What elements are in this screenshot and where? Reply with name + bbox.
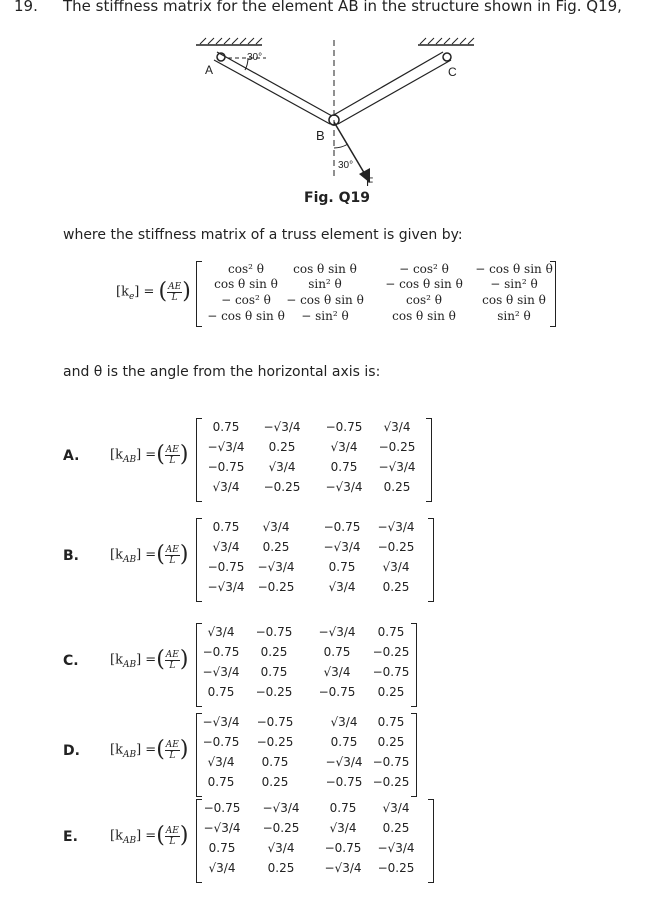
option-matrix-cell: −√3/4 bbox=[202, 715, 240, 729]
figure-label-b: B bbox=[316, 128, 325, 143]
option-matrix-cell: 0.75 bbox=[261, 755, 289, 769]
option-matrix-cell: −0.75 bbox=[202, 735, 240, 749]
lhs-subscript: AB bbox=[122, 455, 137, 466]
general-matrix-cell: cos θ sin θ bbox=[293, 262, 357, 276]
option-matrix-cell: −0.25 bbox=[257, 580, 295, 594]
lhs-close: ] = bbox=[136, 742, 157, 758]
figure-caption: Fig. Q19 bbox=[304, 190, 370, 206]
general-matrix-cell: cos² θ bbox=[228, 262, 264, 276]
option-matrix-cell: √3/4 bbox=[262, 520, 290, 534]
option-matrix-cell: −0.75 bbox=[255, 625, 293, 639]
option-lhs bbox=[110, 444, 188, 466]
paren-open: ( bbox=[156, 737, 165, 762]
option-matrix-cell: −√3/4 bbox=[318, 625, 356, 639]
option-matrix-cell: −0.75 bbox=[325, 775, 363, 789]
option-matrix-cell: √3/4 bbox=[208, 861, 236, 875]
paren-close: ) bbox=[182, 279, 191, 304]
option-letter: B. bbox=[63, 548, 79, 564]
paren-open: ( bbox=[156, 647, 165, 672]
option-matrix-cell: √3/4 bbox=[267, 841, 295, 855]
option-bracket-left bbox=[196, 713, 202, 797]
option-bracket-right bbox=[411, 713, 417, 797]
general-matrix-cell: sin² θ bbox=[497, 309, 531, 323]
option-matrix-cell: −√3/4 bbox=[263, 420, 301, 434]
fraction-numerator: AE bbox=[165, 444, 179, 455]
fraction-denominator: L bbox=[169, 455, 176, 466]
option-bracket-right bbox=[428, 799, 434, 883]
option-matrix-cell: −0.25 bbox=[256, 735, 294, 749]
option-matrix-cell: −0.75 bbox=[256, 715, 294, 729]
option-letter: E. bbox=[63, 829, 78, 845]
option-lhs bbox=[110, 544, 188, 566]
option-matrix-cell: −√3/4 bbox=[202, 665, 240, 679]
general-matrix-cell: cos θ sin θ bbox=[482, 293, 546, 307]
general-matrix-cell: − sin² θ bbox=[301, 309, 349, 323]
option-matrix-cell: √3/4 bbox=[330, 715, 358, 729]
option-matrix-cell: −0.25 bbox=[377, 540, 415, 554]
option-matrix-cell: −0.75 bbox=[207, 560, 245, 574]
option-matrix-cell: 0.75 bbox=[207, 685, 235, 699]
option-matrix-cell: −0.25 bbox=[378, 440, 416, 454]
option-bracket-left bbox=[196, 799, 202, 883]
general-matrix-cell: cos θ sin θ bbox=[214, 277, 278, 291]
option-matrix-cell: 0.25 bbox=[377, 685, 405, 699]
option-matrix-cell: 0.75 bbox=[328, 560, 356, 574]
figure-label-c: C bbox=[448, 65, 457, 79]
option-matrix-cell: −√3/4 bbox=[262, 801, 300, 815]
option-matrix-cell: √3/4 bbox=[207, 625, 235, 639]
general-matrix-cell: − cos² θ bbox=[221, 293, 271, 307]
option-matrix-cell: √3/4 bbox=[382, 560, 410, 574]
paren-close: ) bbox=[179, 542, 189, 567]
option-bracket-right bbox=[428, 518, 434, 602]
question-number: 19. bbox=[14, 0, 38, 15]
option-matrix-cell: √3/4 bbox=[382, 801, 410, 815]
option-matrix-cell: −√3/4 bbox=[207, 440, 245, 454]
option-matrix-cell: 0.75 bbox=[330, 460, 358, 474]
option-matrix-cell: −0.25 bbox=[377, 861, 415, 875]
option-matrix-cell: −0.75 bbox=[203, 801, 241, 815]
option-letter: C. bbox=[63, 653, 79, 669]
option-matrix-cell: 0.25 bbox=[382, 580, 410, 594]
paren-open: ( bbox=[156, 442, 165, 467]
paren-close: ) bbox=[179, 737, 189, 762]
option-matrix-cell: −0.25 bbox=[255, 685, 293, 699]
option-matrix-cell: 0.75 bbox=[377, 715, 405, 729]
paren-open: ( bbox=[158, 279, 168, 304]
general-matrix-cell: − sin² θ bbox=[490, 277, 538, 291]
option-matrix-cell: −0.75 bbox=[325, 420, 363, 434]
angle-label-top: 30° bbox=[247, 52, 263, 63]
option-letter: A. bbox=[63, 448, 80, 464]
general-matrix-cell: − cos θ sin θ bbox=[207, 309, 285, 323]
fraction-denominator: L bbox=[169, 660, 176, 671]
ae-over-l bbox=[165, 445, 180, 466]
option-matrix-cell: 0.75 bbox=[212, 420, 240, 434]
option-matrix-cell: −√3/4 bbox=[323, 540, 361, 554]
paren-close: ) bbox=[179, 823, 189, 848]
option-bracket-left bbox=[196, 418, 202, 502]
option-matrix-cell: −√3/4 bbox=[325, 755, 363, 769]
option-letter: D. bbox=[63, 743, 80, 759]
option-matrix-cell: −√3/4 bbox=[257, 560, 295, 574]
figure-label-a: A bbox=[205, 63, 214, 77]
angle-label-bottom: 30° bbox=[338, 160, 354, 171]
general-matrix-cell: − cos θ sin θ bbox=[286, 293, 364, 307]
option-matrix-cell: −0.75 bbox=[323, 520, 361, 534]
fraction-numerator: AE bbox=[165, 825, 179, 836]
option-matrix-cell: 0.75 bbox=[323, 645, 351, 659]
option-matrix-cell: 0.25 bbox=[383, 480, 411, 494]
ae-over-l bbox=[165, 740, 180, 761]
option-matrix-cell: −0.25 bbox=[262, 821, 300, 835]
lhs-symbol: [k bbox=[110, 547, 123, 563]
where-text: where the stiffness matrix of a truss element is given by: bbox=[63, 227, 463, 243]
figure-label-f: F bbox=[366, 175, 374, 189]
option-matrix-cell: −0.25 bbox=[372, 645, 410, 659]
option-matrix-cell: √3/4 bbox=[328, 580, 356, 594]
question-text: The stiffness matrix for the element AB in the structure shown in Fig. Q19, bbox=[63, 0, 622, 15]
lhs-subscript: AB bbox=[122, 555, 137, 566]
lhs-close: ] = bbox=[136, 447, 157, 463]
theta-text: and θ is the angle from the horizontal axis is: bbox=[63, 364, 381, 380]
option-matrix-cell: √3/4 bbox=[212, 540, 240, 554]
option-matrix-cell: −√3/4 bbox=[378, 460, 416, 474]
option-matrix-cell: −0.75 bbox=[318, 685, 356, 699]
option-matrix-cell: 0.25 bbox=[382, 821, 410, 835]
lhs-subscript: AB bbox=[122, 836, 137, 847]
option-matrix-cell: 0.25 bbox=[262, 540, 290, 554]
option-matrix-cell: −√3/4 bbox=[207, 580, 245, 594]
option-matrix-cell: −0.25 bbox=[263, 480, 301, 494]
option-bracket-right bbox=[426, 418, 432, 502]
lhs-close: ] = bbox=[136, 828, 157, 844]
option-matrix-cell: −√3/4 bbox=[203, 821, 241, 835]
option-matrix-cell: √3/4 bbox=[212, 480, 240, 494]
paren-open: ( bbox=[156, 542, 165, 567]
option-matrix-cell: 0.25 bbox=[267, 861, 295, 875]
lhs-symbol: [k bbox=[110, 652, 123, 668]
option-matrix-cell: −0.75 bbox=[372, 665, 410, 679]
fraction-numerator: AE bbox=[165, 544, 179, 555]
option-matrix-cell: 0.75 bbox=[330, 735, 358, 749]
option-matrix-cell: √3/4 bbox=[330, 440, 358, 454]
lhs-symbol: [k bbox=[110, 828, 123, 844]
general-matrix-cell: sin² θ bbox=[308, 277, 342, 291]
fraction-denominator: L bbox=[169, 555, 176, 566]
option-matrix-cell: −0.25 bbox=[372, 775, 410, 789]
paren-close: ) bbox=[179, 647, 189, 672]
option-matrix-cell: 0.25 bbox=[261, 775, 289, 789]
option-matrix-cell: 0.75 bbox=[208, 841, 236, 855]
lhs-symbol: [k bbox=[110, 447, 123, 463]
lhs-symbol: [k bbox=[116, 284, 129, 300]
option-matrix-cell: 0.75 bbox=[377, 625, 405, 639]
fraction-denominator: L bbox=[169, 836, 176, 847]
lhs-symbol: [k bbox=[110, 742, 123, 758]
option-matrix-cell: −0.75 bbox=[202, 645, 240, 659]
option-lhs bbox=[110, 649, 188, 671]
lhs-close: ] = bbox=[134, 284, 155, 300]
option-matrix-cell: −√3/4 bbox=[377, 841, 415, 855]
option-matrix-cell: −0.75 bbox=[372, 755, 410, 769]
lhs-close: ] = bbox=[136, 652, 157, 668]
option-matrix-cell: 0.25 bbox=[260, 645, 288, 659]
lhs-subscript: AB bbox=[122, 750, 137, 761]
option-bracket-right bbox=[411, 623, 417, 707]
option-matrix-cell: −0.75 bbox=[207, 460, 245, 474]
option-matrix-cell: −0.75 bbox=[324, 841, 362, 855]
option-matrix-cell: √3/4 bbox=[268, 460, 296, 474]
option-matrix-cell: 0.75 bbox=[260, 665, 288, 679]
fraction-numerator: AE bbox=[165, 649, 179, 660]
option-matrix-cell: 0.75 bbox=[329, 801, 357, 815]
option-matrix-cell: 0.25 bbox=[268, 440, 296, 454]
option-bracket-left bbox=[196, 518, 202, 602]
ae-over-l bbox=[165, 545, 180, 566]
option-matrix-cell: 0.25 bbox=[377, 735, 405, 749]
option-bracket-left bbox=[196, 623, 202, 707]
option-lhs bbox=[110, 739, 188, 761]
option-matrix-cell: 0.75 bbox=[212, 520, 240, 534]
general-matrix-cell: − cos θ sin θ bbox=[475, 262, 553, 276]
paren-open: ( bbox=[156, 823, 165, 848]
option-lhs bbox=[110, 825, 188, 847]
option-matrix-cell: √3/4 bbox=[207, 755, 235, 769]
fraction-numerator: AE bbox=[165, 739, 179, 750]
general-matrix-cell: cos θ sin θ bbox=[392, 309, 456, 323]
option-matrix-cell: −√3/4 bbox=[325, 480, 363, 494]
option-matrix-cell: −√3/4 bbox=[377, 520, 415, 534]
lhs-subscript: AB bbox=[122, 660, 137, 671]
ae-over-l bbox=[165, 650, 180, 671]
general-matrix-cell: cos² θ bbox=[406, 293, 442, 307]
ae-over-l bbox=[165, 826, 180, 847]
general-matrix-cell: − cos² θ bbox=[399, 262, 449, 276]
paren-close: ) bbox=[179, 442, 189, 467]
fraction-denominator: L bbox=[169, 750, 176, 761]
lhs-subscript: e bbox=[128, 292, 135, 303]
lhs-close: ] = bbox=[136, 547, 157, 563]
option-matrix-cell: −√3/4 bbox=[324, 861, 362, 875]
option-matrix-cell: √3/4 bbox=[323, 665, 351, 679]
general-matrix-cell: − cos θ sin θ bbox=[385, 277, 463, 291]
option-matrix-cell: 0.75 bbox=[207, 775, 235, 789]
option-matrix-cell: √3/4 bbox=[383, 420, 411, 434]
ae-over-l: $\frac{AE}{L}$ bbox=[168, 281, 182, 303]
option-matrix-cell: √3/4 bbox=[329, 821, 357, 835]
